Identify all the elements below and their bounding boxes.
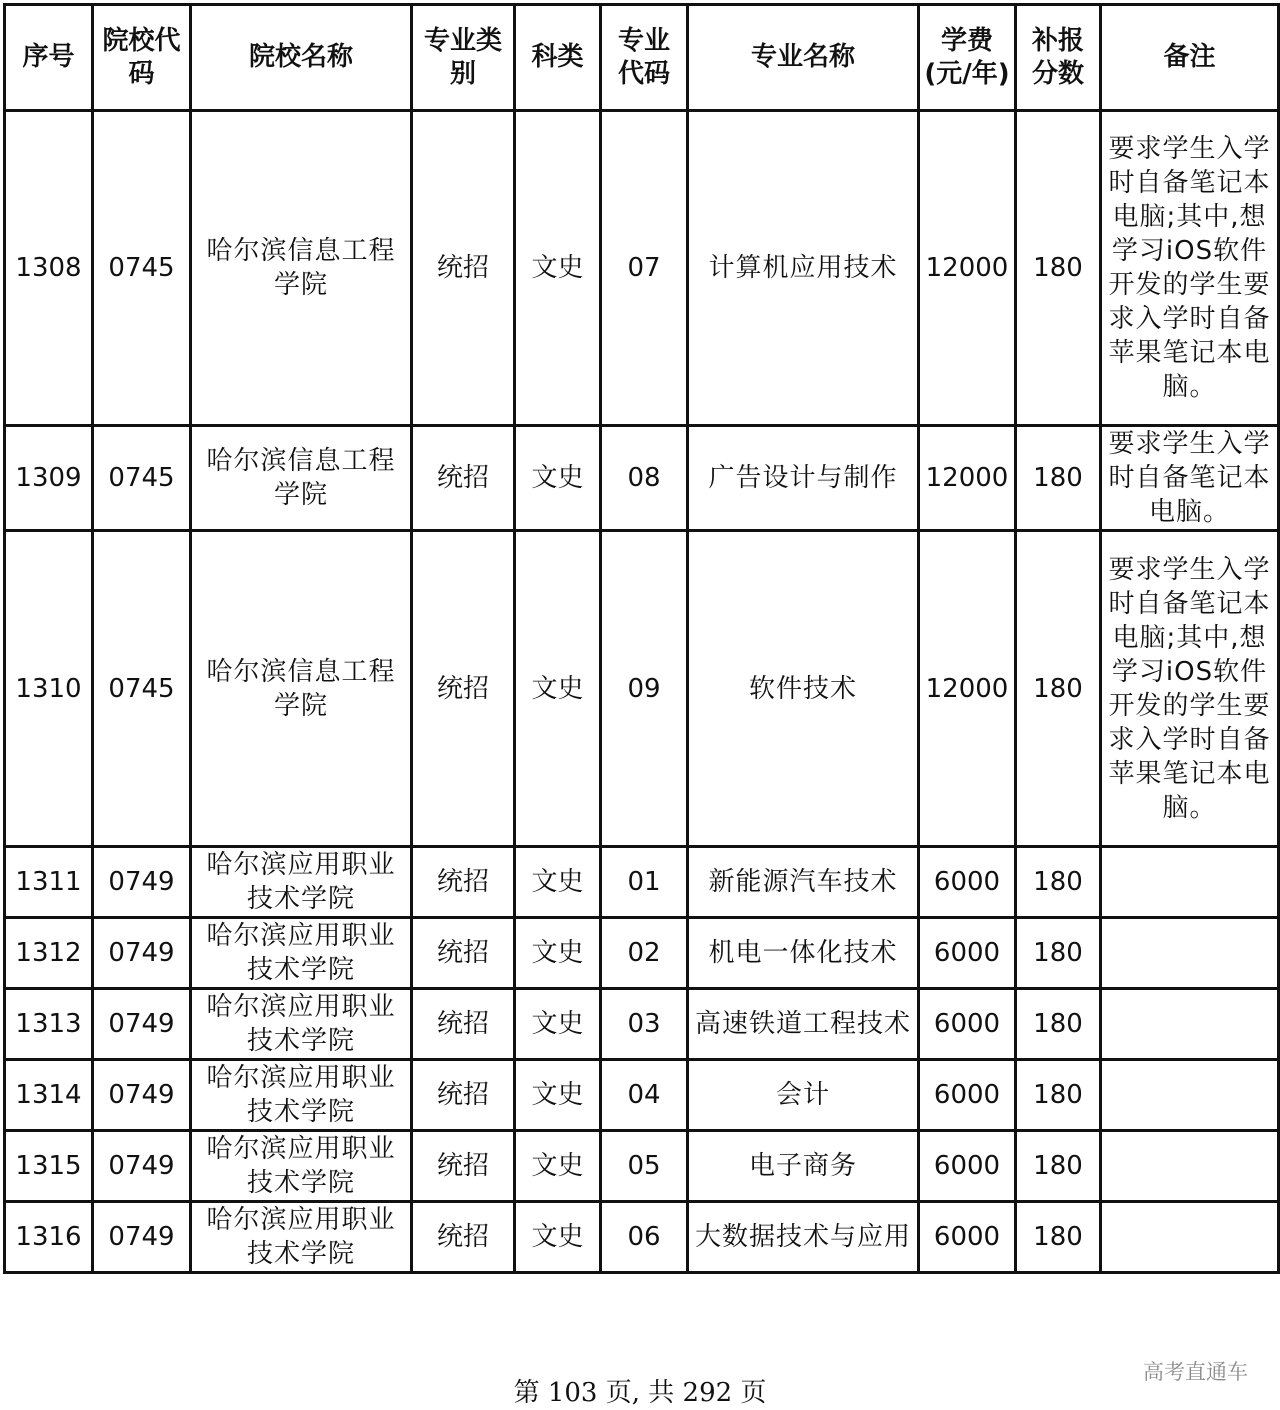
header-cell-school-code: 院校代码 [93,5,191,111]
cell-subject: 文史 [515,918,601,989]
cell-tuition: 12000 [919,111,1016,426]
cell-seq: 1316 [5,1202,93,1273]
cell-tuition: 6000 [919,918,1016,989]
cell-school-name: 哈尔滨应用职业技术学院 [191,847,412,918]
cell-school-name: 哈尔滨应用职业技术学院 [191,1202,412,1273]
cell-seq: 1310 [5,531,93,847]
cell-remark [1101,1060,1279,1131]
header-cell-subject: 科类 [515,5,601,111]
cell-school-name: 哈尔滨信息工程学院 [191,531,412,847]
cell-major-name: 软件技术 [688,531,919,847]
cell-subject: 文史 [515,531,601,847]
cell-tuition: 6000 [919,847,1016,918]
cell-school-name: 哈尔滨应用职业技术学院 [191,1060,412,1131]
cell-school-name: 哈尔滨应用职业技术学院 [191,989,412,1060]
cell-subject: 文史 [515,426,601,531]
cell-category: 统招 [412,1060,515,1131]
cell-seq: 1313 [5,989,93,1060]
cell-category: 统招 [412,918,515,989]
admissions-table [3,3,1280,1274]
cell-major-name: 新能源汽车技术 [688,847,919,918]
table-row [5,1060,1279,1131]
cell-remark [1101,918,1279,989]
cell-major-code: 06 [601,1202,688,1273]
cell-school-code: 0745 [93,426,191,531]
cell-major-name: 会计 [688,1060,919,1131]
cell-remark [1101,1131,1279,1202]
table-row [5,918,1279,989]
cell-major-name: 高速铁道工程技术 [688,989,919,1060]
cell-major-code: 07 [601,111,688,426]
cell-category: 统招 [412,847,515,918]
cell-remark [1101,1202,1279,1273]
header-cell-tuition: 学费(元/年) [919,5,1016,111]
cell-school-name: 哈尔滨信息工程学院 [191,111,412,426]
cell-score: 180 [1016,1202,1101,1273]
cell-tuition: 6000 [919,1131,1016,1202]
cell-category: 统招 [412,989,515,1060]
header-cell-school-name: 院校名称 [191,5,412,111]
cell-school-code: 0749 [93,989,191,1060]
cell-tuition: 6000 [919,989,1016,1060]
cell-school-code: 0749 [93,918,191,989]
cell-score: 180 [1016,918,1101,989]
cell-major-name: 大数据技术与应用 [688,1202,919,1273]
cell-school-code: 0749 [93,1202,191,1273]
table-row [5,989,1279,1060]
cell-seq: 1314 [5,1060,93,1131]
cell-school-code: 0749 [93,1131,191,1202]
cell-major-code: 09 [601,531,688,847]
cell-major-code: 05 [601,1131,688,1202]
cell-school-code: 0749 [93,1060,191,1131]
cell-category: 统招 [412,531,515,847]
cell-score: 180 [1016,426,1101,531]
cell-major-code: 02 [601,918,688,989]
cell-tuition: 12000 [919,426,1016,531]
cell-category: 统招 [412,111,515,426]
header-cell-remark: 备注 [1101,5,1279,111]
cell-major-name: 计算机应用技术 [688,111,919,426]
header-cell-major-name: 专业名称 [688,5,919,111]
cell-tuition: 12000 [919,531,1016,847]
table-row [5,1202,1279,1273]
cell-major-name: 机电一体化技术 [688,918,919,989]
cell-school-code: 0745 [93,531,191,847]
cell-score: 180 [1016,989,1101,1060]
cell-tuition: 6000 [919,1202,1016,1273]
cell-score: 180 [1016,531,1101,847]
cell-category: 统招 [412,1131,515,1202]
cell-remark [1101,847,1279,918]
cell-subject: 文史 [515,1202,601,1273]
cell-school-name: 哈尔滨应用职业技术学院 [191,1131,412,1202]
cell-subject: 文史 [515,111,601,426]
cell-score: 180 [1016,847,1101,918]
cell-remark: 要求学生入学时自备笔记本电脑;其中,想学习iOS软件开发的学生要求入学时自备苹果笔记本电脑。 [1101,111,1279,426]
cell-subject: 文史 [515,847,601,918]
cell-seq: 1308 [5,111,93,426]
cell-major-code: 08 [601,426,688,531]
cell-remark [1101,989,1279,1060]
watermark-text: 高考直通车 [1143,1360,1248,1384]
cell-score: 180 [1016,1060,1101,1131]
cell-category: 统招 [412,1202,515,1273]
cell-remark: 要求学生入学时自备笔记本电脑。 [1101,426,1279,531]
cell-score: 180 [1016,1131,1101,1202]
page-number: 第 103 页, 共 292 页 [513,1378,767,1408]
header-row [5,5,1279,111]
header-cell-category: 专业类别 [412,5,515,111]
cell-major-code: 04 [601,1060,688,1131]
cell-seq: 1311 [5,847,93,918]
cell-tuition: 6000 [919,1060,1016,1131]
cell-score: 180 [1016,111,1101,426]
table-row [5,847,1279,918]
header-cell-major-code: 专业代码 [601,5,688,111]
cell-seq: 1312 [5,918,93,989]
table-row [5,531,1279,847]
cell-school-name: 哈尔滨信息工程学院 [191,426,412,531]
cell-major-code: 01 [601,847,688,918]
cell-major-code: 03 [601,989,688,1060]
cell-school-code: 0749 [93,847,191,918]
cell-subject: 文史 [515,1060,601,1131]
table-row [5,111,1279,426]
cell-school-name: 哈尔滨应用职业技术学院 [191,918,412,989]
cell-subject: 文史 [515,1131,601,1202]
header-cell-seq: 序号 [5,5,93,111]
cell-seq: 1309 [5,426,93,531]
cell-seq: 1315 [5,1131,93,1202]
cell-major-name: 广告设计与制作 [688,426,919,531]
table-row [5,426,1279,531]
table-row [5,1131,1279,1202]
header-cell-score: 补报分数 [1016,5,1101,111]
cell-subject: 文史 [515,989,601,1060]
cell-category: 统招 [412,426,515,531]
cell-remark: 要求学生入学时自备笔记本电脑;其中,想学习iOS软件开发的学生要求入学时自备苹果笔记本电脑。 [1101,531,1279,847]
cell-major-name: 电子商务 [688,1131,919,1202]
cell-school-code: 0745 [93,111,191,426]
